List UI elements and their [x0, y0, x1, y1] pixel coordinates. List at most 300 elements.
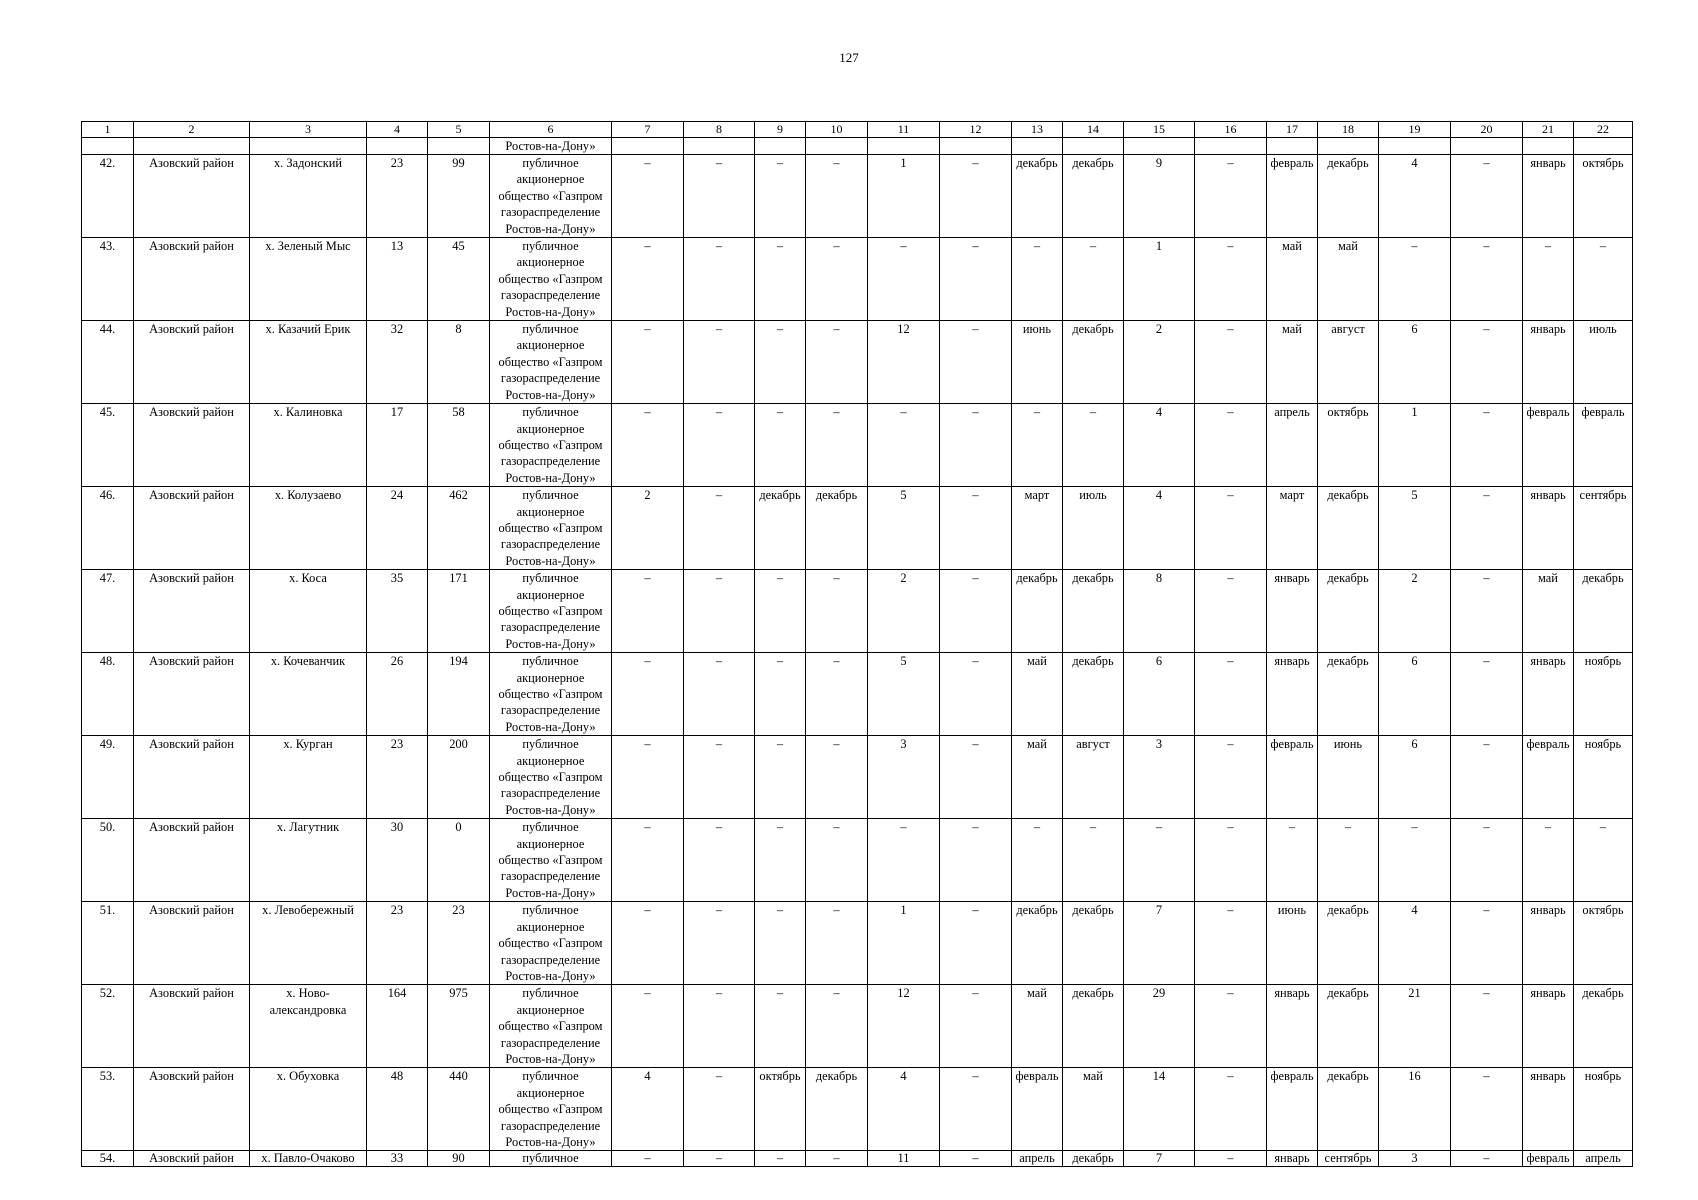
table-cell: – [684, 819, 755, 902]
table-cell: Азовский район [134, 1151, 250, 1167]
table-cell: – [1451, 404, 1523, 487]
table-cell: – [940, 155, 1012, 238]
table-cell: 43. [82, 238, 134, 321]
table-cell: – [868, 819, 940, 902]
table-cell: – [1451, 570, 1523, 653]
table-cell: Азовский район [134, 736, 250, 819]
table-cell: – [806, 736, 868, 819]
table-cell: – [684, 321, 755, 404]
table-cell: 90 [428, 1151, 490, 1167]
table-cell [868, 138, 940, 155]
table-cell: 23 [367, 736, 428, 819]
table-cell: 1 [82, 122, 134, 138]
table-cell: – [1451, 736, 1523, 819]
table-cell: 3 [250, 122, 367, 138]
table-cell: публичное [490, 1151, 612, 1167]
table-cell: 9 [755, 122, 806, 138]
table-cell: – [868, 404, 940, 487]
table-cell: 51. [82, 902, 134, 985]
table-cell: 45. [82, 404, 134, 487]
table-cell: 6 [1379, 736, 1451, 819]
table-cell: 17 [1267, 122, 1318, 138]
table-cell: – [1451, 1151, 1523, 1167]
table-row [82, 985, 1633, 1068]
table-cell: 17 [367, 404, 428, 487]
table-cell: – [1195, 1151, 1267, 1167]
table-cell: май [1012, 985, 1063, 1068]
table-cell: – [940, 985, 1012, 1068]
table-cell: февраль [1012, 1068, 1063, 1151]
table-cell: 12 [940, 122, 1012, 138]
table-cell: декабрь [1012, 570, 1063, 653]
table-cell: 46. [82, 487, 134, 570]
table-cell: 53. [82, 1068, 134, 1151]
table-cell: – [684, 736, 755, 819]
table-cell: 24 [367, 487, 428, 570]
table-cell: – [940, 570, 1012, 653]
table-cell: – [806, 985, 868, 1068]
table-cell: 12 [868, 985, 940, 1068]
table-cell: – [1451, 1068, 1523, 1151]
table-cell: 2 [1124, 321, 1195, 404]
table-cell: – [1574, 819, 1633, 902]
table-cell: декабрь [806, 487, 868, 570]
table-cell: июль [1574, 321, 1633, 404]
table-cell: – [940, 1068, 1012, 1151]
table-cell: – [1379, 819, 1451, 902]
table-cell: – [806, 238, 868, 321]
table-cell: публичное акционерное общество «Газпром газораспределение Ростов-на-Дону» [490, 570, 612, 653]
table-cell: январь [1267, 985, 1318, 1068]
table-cell: 440 [428, 1068, 490, 1151]
table-cell: – [684, 1068, 755, 1151]
table-cell: 4 [1124, 404, 1195, 487]
table-cell: – [755, 1151, 806, 1167]
table-cell [1574, 138, 1633, 155]
table-cell: февраль [1523, 404, 1574, 487]
table-cell: февраль [1523, 736, 1574, 819]
table-cell: 4 [1124, 487, 1195, 570]
table-cell: – [684, 570, 755, 653]
table-cell: – [1195, 736, 1267, 819]
table-cell: 14 [1124, 1068, 1195, 1151]
table-cell: – [806, 155, 868, 238]
table-cell: май [1063, 1068, 1124, 1151]
table-cell: – [684, 653, 755, 736]
table-cell: х. Кочеванчик [250, 653, 367, 736]
table-cell: 33 [367, 1151, 428, 1167]
table-cell: – [684, 404, 755, 487]
table-cell: январь [1523, 1068, 1574, 1151]
table-cell: 30 [367, 819, 428, 902]
table-row [82, 902, 1633, 985]
table-cell: – [755, 321, 806, 404]
table-cell: октябрь [1318, 404, 1379, 487]
table-cell: 26 [367, 653, 428, 736]
table-cell [1451, 138, 1523, 155]
table-cell: 2 [1379, 570, 1451, 653]
table-cell: публичное акционерное общество «Газпром газораспределение Ростов-на-Дону» [490, 404, 612, 487]
table-cell: февраль [1523, 1151, 1574, 1167]
table-row [82, 570, 1633, 653]
table-cell: декабрь [755, 487, 806, 570]
table-cell: – [1195, 985, 1267, 1068]
table-cell: – [940, 487, 1012, 570]
table-cell: публичное акционерное общество «Газпром газораспределение Ростов-на-Дону» [490, 736, 612, 819]
table-cell: – [755, 736, 806, 819]
table-cell: 48 [367, 1068, 428, 1151]
table-cell: 16 [1379, 1068, 1451, 1151]
table-cell: – [940, 1151, 1012, 1167]
table-cell: х. Лагутник [250, 819, 367, 902]
table-cell: январь [1267, 1151, 1318, 1167]
table-cell: апрель [1574, 1151, 1633, 1167]
table-cell: публичное акционерное общество «Газпром газораспределение Ростов-на-Дону» [490, 487, 612, 570]
table-cell: апрель [1267, 404, 1318, 487]
table-cell: Азовский район [134, 155, 250, 238]
table-cell: х. Павло-Очаково [250, 1151, 367, 1167]
table-cell: – [1012, 819, 1063, 902]
table-cell: декабрь [1063, 1151, 1124, 1167]
table-cell: январь [1523, 653, 1574, 736]
table-cell: 23 [367, 902, 428, 985]
table-cell: 6 [1379, 653, 1451, 736]
table-cell: июнь [1012, 321, 1063, 404]
table-cell: – [612, 238, 684, 321]
table-cell: – [806, 819, 868, 902]
table-row [82, 238, 1633, 321]
table-cell: – [940, 819, 1012, 902]
table-cell: 1 [868, 902, 940, 985]
table-cell: – [612, 155, 684, 238]
table-cell: Азовский район [134, 487, 250, 570]
table-cell: х. Зеленый Мыс [250, 238, 367, 321]
table-row [82, 321, 1633, 404]
table-cell: март [1012, 487, 1063, 570]
table-cell: февраль [1267, 155, 1318, 238]
table-cell: публичное акционерное общество «Газпром газораспределение Ростов-на-Дону» [490, 902, 612, 985]
table-cell: 0 [428, 819, 490, 902]
table-cell: – [755, 819, 806, 902]
table-cell: январь [1523, 985, 1574, 1068]
table-cell: 16 [1195, 122, 1267, 138]
table-cell: февраль [1267, 736, 1318, 819]
table-cell [1267, 138, 1318, 155]
table-cell: – [755, 404, 806, 487]
table-cell [428, 138, 490, 155]
table-cell: 171 [428, 570, 490, 653]
table-cell: публичное акционерное общество «Газпром газораспределение Ростов-на-Дону» [490, 819, 612, 902]
table-cell: х. Обуховка [250, 1068, 367, 1151]
table-cell: – [755, 653, 806, 736]
table-cell: Азовский район [134, 404, 250, 487]
table-cell: май [1267, 238, 1318, 321]
table-row [82, 404, 1633, 487]
table-cell: – [1523, 238, 1574, 321]
table-cell: апрель [1012, 1151, 1063, 1167]
table-cell: – [1195, 487, 1267, 570]
table-cell: 49. [82, 736, 134, 819]
table-cell: 45 [428, 238, 490, 321]
table-cell: 52. [82, 985, 134, 1068]
table-cell: – [684, 155, 755, 238]
table-cell: ноябрь [1574, 1068, 1633, 1151]
table-cell: – [1195, 238, 1267, 321]
data-table [81, 121, 1633, 1167]
table-cell [367, 138, 428, 155]
table-cell: 6 [490, 122, 612, 138]
table-cell: октябрь [1574, 902, 1633, 985]
table-cell: 3 [1379, 1151, 1451, 1167]
table-cell: 99 [428, 155, 490, 238]
table-cell: 2 [868, 570, 940, 653]
table-cell: 1 [1379, 404, 1451, 487]
table-cell: 15 [1124, 122, 1195, 138]
table-cell: – [1063, 404, 1124, 487]
table-cell: 6 [1124, 653, 1195, 736]
table-cell: – [940, 653, 1012, 736]
table-cell: 4 [367, 122, 428, 138]
table-cell: – [940, 404, 1012, 487]
table-row [82, 653, 1633, 736]
table-cell: – [1267, 819, 1318, 902]
table-cell: – [1451, 985, 1523, 1068]
table-cell: – [1195, 902, 1267, 985]
table-cell: 47. [82, 570, 134, 653]
table-cell: 5 [868, 653, 940, 736]
table-cell: декабрь [1318, 570, 1379, 653]
table-cell: х. Колузаево [250, 487, 367, 570]
table-cell: – [684, 902, 755, 985]
table-cell: Азовский район [134, 985, 250, 1068]
table-cell: август [1318, 321, 1379, 404]
table-cell: 462 [428, 487, 490, 570]
table-cell: – [1063, 238, 1124, 321]
table-cell: публичное акционерное общество «Газпром газораспределение Ростов-на-Дону» [490, 985, 612, 1068]
table-cell: – [1451, 155, 1523, 238]
table-cell: публичное акционерное общество «Газпром газораспределение Ростов-на-Дону» [490, 1068, 612, 1151]
table-cell: декабрь [1063, 155, 1124, 238]
table-cell: – [755, 155, 806, 238]
table-cell: сентябрь [1318, 1151, 1379, 1167]
table-cell: август [1063, 736, 1124, 819]
table-cell: – [806, 653, 868, 736]
table-cell: – [940, 902, 1012, 985]
table-cell: июль [1063, 487, 1124, 570]
table-cell: – [612, 902, 684, 985]
table-cell: – [1523, 819, 1574, 902]
table-cell: 23 [367, 155, 428, 238]
table-cell: Азовский район [134, 238, 250, 321]
table-cell: январь [1523, 902, 1574, 985]
table-cell: – [806, 570, 868, 653]
table-cell: 19 [1379, 122, 1451, 138]
table-cell: – [940, 736, 1012, 819]
table-cell: Азовский район [134, 653, 250, 736]
table-cell: – [612, 570, 684, 653]
table-cell: 58 [428, 404, 490, 487]
table-row [82, 487, 1633, 570]
table-cell: март [1267, 487, 1318, 570]
table-body [82, 122, 1633, 1167]
table-cell: – [1451, 902, 1523, 985]
table-cell: декабрь [1012, 155, 1063, 238]
table-cell: х. Коса [250, 570, 367, 653]
table-cell [1523, 138, 1574, 155]
table-cell: 3 [868, 736, 940, 819]
table-cell: январь [1523, 321, 1574, 404]
table-cell: 2 [134, 122, 250, 138]
table-cell: – [1012, 404, 1063, 487]
table-cell: х. Казачий Ерик [250, 321, 367, 404]
table-cell: 4 [1379, 902, 1451, 985]
table-cell: – [755, 902, 806, 985]
table-cell: декабрь [1318, 487, 1379, 570]
table-cell: – [684, 487, 755, 570]
table-row [82, 1068, 1633, 1151]
table-cell: – [1195, 155, 1267, 238]
table-cell: – [684, 1151, 755, 1167]
table-cell: январь [1267, 653, 1318, 736]
table-cell: 3 [1124, 736, 1195, 819]
table-cell: – [1195, 321, 1267, 404]
table-cell: – [1451, 653, 1523, 736]
table-cell: – [1451, 487, 1523, 570]
table-cell: – [684, 985, 755, 1068]
table-cell: 14 [1063, 122, 1124, 138]
table-cell: 1 [1124, 238, 1195, 321]
table-cell: – [806, 404, 868, 487]
table-cell: х. Ново-александровка [250, 985, 367, 1068]
table-cell: – [1195, 819, 1267, 902]
table-cell: – [755, 570, 806, 653]
table-cell: октябрь [1574, 155, 1633, 238]
table-cell: – [612, 819, 684, 902]
table-cell: 7 [1124, 902, 1195, 985]
table-cell: 8 [428, 321, 490, 404]
table-cell: – [1195, 1068, 1267, 1151]
table-cell: – [1012, 238, 1063, 321]
table-cell: 13 [367, 238, 428, 321]
table-cell: май [1012, 736, 1063, 819]
table-cell: 200 [428, 736, 490, 819]
table-cell: публичное акционерное общество «Газпром газораспределение Ростов-на-Дону» [490, 321, 612, 404]
table-cell: 54. [82, 1151, 134, 1167]
table-cell: 5 [868, 487, 940, 570]
table-cell: 975 [428, 985, 490, 1068]
table-cell: 7 [1124, 1151, 1195, 1167]
table-cell: 10 [806, 122, 868, 138]
table-cell: май [1318, 238, 1379, 321]
table-cell: 2 [612, 487, 684, 570]
table-cell: декабрь [1063, 653, 1124, 736]
continuation-row [82, 138, 1633, 155]
table-cell: – [940, 321, 1012, 404]
table-cell: Азовский район [134, 321, 250, 404]
table-cell: июнь [1267, 902, 1318, 985]
table-cell: – [868, 238, 940, 321]
table-cell: 8 [684, 122, 755, 138]
table-cell: 48. [82, 653, 134, 736]
table-cell [612, 138, 684, 155]
table-cell: январь [1523, 487, 1574, 570]
table-cell: 4 [612, 1068, 684, 1151]
table-cell: – [1063, 819, 1124, 902]
table-cell: декабрь [1318, 155, 1379, 238]
table-cell: декабрь [1063, 321, 1124, 404]
table-cell [1195, 138, 1267, 155]
table-row [82, 1151, 1633, 1167]
table-cell: – [806, 321, 868, 404]
table-cell: 11 [868, 122, 940, 138]
table-cell [1318, 138, 1379, 155]
table-cell: – [1195, 570, 1267, 653]
table-row [82, 819, 1633, 902]
column-number-row [82, 122, 1633, 138]
table-cell: май [1012, 653, 1063, 736]
table-cell: декабрь [1318, 1068, 1379, 1151]
table-cell: декабрь [1063, 985, 1124, 1068]
table-cell: декабрь [1063, 570, 1124, 653]
table-cell: Азовский район [134, 819, 250, 902]
table-cell: 194 [428, 653, 490, 736]
table-cell: январь [1267, 570, 1318, 653]
table-row [82, 736, 1633, 819]
table-cell: х. Задонский [250, 155, 367, 238]
table-cell: сентябрь [1574, 487, 1633, 570]
table-cell: – [612, 653, 684, 736]
table-row [82, 155, 1633, 238]
table-cell: 5 [428, 122, 490, 138]
table-cell: – [612, 321, 684, 404]
table-cell: май [1523, 570, 1574, 653]
table-cell: февраль [1574, 404, 1633, 487]
table-cell: ноябрь [1574, 736, 1633, 819]
table-cell [1379, 138, 1451, 155]
table-cell: 32 [367, 321, 428, 404]
table-cell: 29 [1124, 985, 1195, 1068]
table-cell: – [612, 404, 684, 487]
table-cell: 21 [1379, 985, 1451, 1068]
table-cell: июнь [1318, 736, 1379, 819]
table-cell [250, 138, 367, 155]
table-cell [1063, 138, 1124, 155]
table-cell: – [612, 736, 684, 819]
table-cell: – [1195, 404, 1267, 487]
table-cell: 11 [868, 1151, 940, 1167]
table-cell: – [612, 1151, 684, 1167]
table-cell: – [1451, 819, 1523, 902]
table-cell [940, 138, 1012, 155]
table-cell: 7 [612, 122, 684, 138]
table-cell: Азовский район [134, 902, 250, 985]
table-cell: 9 [1124, 155, 1195, 238]
table-cell [1124, 138, 1195, 155]
table-cell: – [1195, 653, 1267, 736]
table-cell: – [1318, 819, 1379, 902]
table-cell: 13 [1012, 122, 1063, 138]
table-cell: декабрь [1574, 570, 1633, 653]
table-cell: 1 [868, 155, 940, 238]
table-cell: декабрь [1318, 902, 1379, 985]
table-cell: 12 [868, 321, 940, 404]
table-cell: декабрь [1012, 902, 1063, 985]
table-cell: октябрь [755, 1068, 806, 1151]
table-cell: май [1267, 321, 1318, 404]
table-cell: – [755, 238, 806, 321]
table-cell: 35 [367, 570, 428, 653]
table-cell: 8 [1124, 570, 1195, 653]
